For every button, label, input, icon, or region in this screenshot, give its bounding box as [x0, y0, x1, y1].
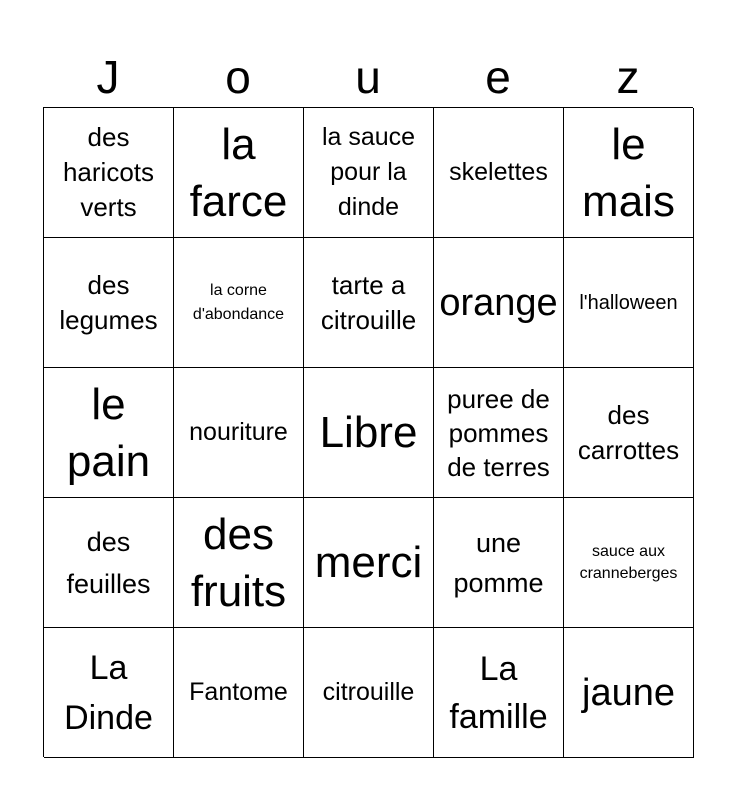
- bingo-cell[interactable]: [564, 238, 694, 368]
- cell-label: merci: [314, 538, 423, 587]
- cell-label: citrouille: [322, 678, 415, 706]
- bingo-board: [43, 107, 693, 757]
- bingo-cell[interactable]: [304, 368, 434, 498]
- bingo-cell[interactable]: [174, 238, 304, 368]
- cell-label: l'halloween: [579, 291, 678, 314]
- cell-label: une pomme: [453, 527, 544, 598]
- cell-label: nouriture: [189, 418, 288, 446]
- bingo-cell[interactable]: [44, 628, 174, 758]
- header-letter-5: z: [616, 51, 640, 103]
- bingo-cell[interactable]: [304, 238, 434, 368]
- bingo-cell[interactable]: [304, 498, 434, 628]
- bingo-cell[interactable]: [44, 108, 174, 238]
- bingo-cell[interactable]: [434, 108, 564, 238]
- cell-label: Libre: [319, 408, 418, 457]
- bingo-cell[interactable]: [564, 628, 694, 758]
- bingo-cell[interactable]: [564, 368, 694, 498]
- header-letter-4: e: [485, 51, 511, 103]
- cell-label: Fantome: [189, 678, 288, 706]
- bingo-header: [43, 48, 693, 106]
- cell-label: des feuilles: [66, 526, 151, 599]
- bingo-cell[interactable]: [434, 368, 564, 498]
- bingo-cell[interactable]: [174, 368, 304, 498]
- header-letter-3: u: [355, 51, 381, 103]
- bingo-cell[interactable]: [434, 628, 564, 758]
- bingo-cell[interactable]: [304, 628, 434, 758]
- cell-label: des haricots verts: [62, 122, 155, 222]
- bingo-cell[interactable]: [44, 238, 174, 368]
- cell-label: La Dinde: [64, 648, 153, 737]
- cell-label: des fruits: [190, 509, 287, 616]
- cell-label: la sauce pour la dinde: [321, 123, 416, 221]
- cell-label: la corne d'abondance: [192, 281, 285, 323]
- cell-label: la farce: [189, 119, 288, 226]
- cell-label: des legumes: [59, 269, 158, 335]
- bingo-cell[interactable]: [174, 628, 304, 758]
- bingo-cell[interactable]: [174, 498, 304, 628]
- header-letter-1: J: [96, 51, 120, 103]
- bingo-cell[interactable]: [174, 108, 304, 238]
- cell-label: orange: [439, 281, 558, 324]
- cell-label: le pain: [66, 379, 151, 486]
- bingo-cell[interactable]: [564, 108, 694, 238]
- cell-label: La famille: [449, 649, 548, 736]
- header-letter-2: o: [225, 51, 251, 103]
- bingo-cell[interactable]: [44, 498, 174, 628]
- bingo-cell[interactable]: [304, 108, 434, 238]
- bingo-cell[interactable]: [434, 498, 564, 628]
- cell-label: skelettes: [449, 158, 548, 186]
- cell-label: sauce aux cranneberges: [579, 542, 678, 582]
- cell-label: jaune: [582, 671, 675, 714]
- cell-label: le mais: [582, 119, 675, 226]
- bingo-cell[interactable]: [434, 238, 564, 368]
- cell-label: des carrottes: [577, 399, 680, 465]
- cell-label: puree de pommes de terres: [447, 383, 550, 482]
- bingo-cell[interactable]: [44, 368, 174, 498]
- bingo-cell[interactable]: [564, 498, 694, 628]
- cell-label: tarte a citrouille: [320, 269, 417, 335]
